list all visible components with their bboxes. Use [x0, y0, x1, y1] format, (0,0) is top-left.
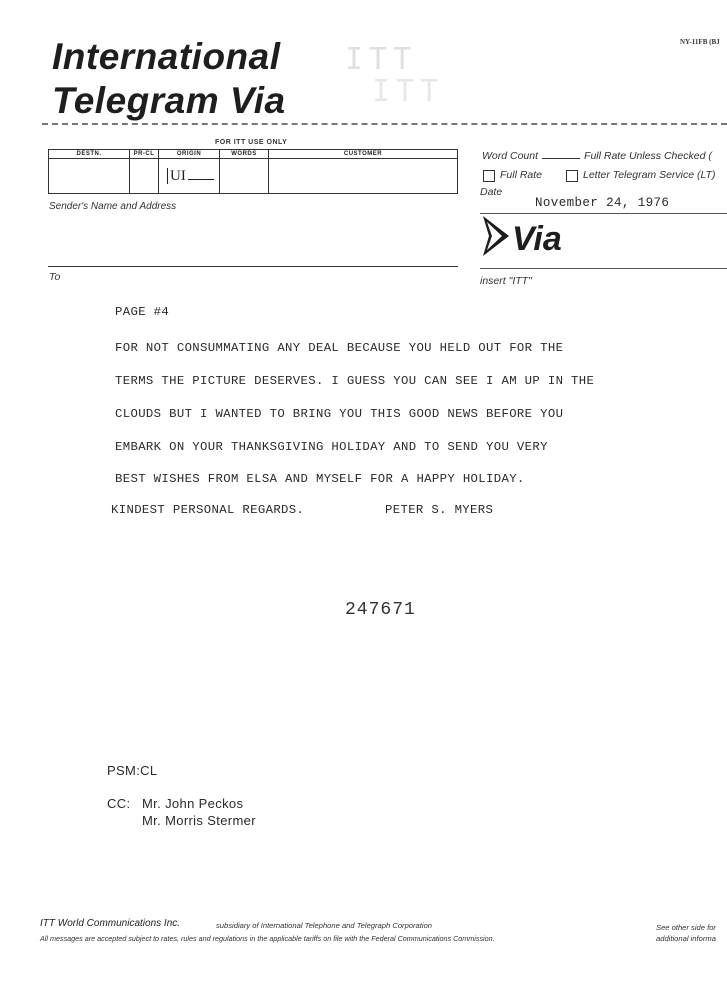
signature: PETER S. MYERS	[385, 503, 494, 517]
customer-cell	[269, 159, 458, 194]
via-arrow-icon	[481, 214, 511, 258]
ghost-itt-mark: ITT	[345, 42, 418, 77]
letter-telegram-checkbox[interactable]	[566, 170, 578, 182]
full-rate-unless-checked: Full Rate Unless Checked (	[584, 150, 712, 162]
ghost-itt-mark-lower: ITT	[372, 74, 445, 109]
via-mark: Via	[512, 220, 562, 258]
form-code: NY-11FB (BJ	[680, 38, 720, 46]
footer-additional-info: additional informa	[656, 934, 716, 943]
message-line-4: EMBARK ON YOUR THANKSGIVING HOLIDAY AND TO SEND YOU VERY	[115, 440, 548, 454]
form-title-line2: Telegram Via	[52, 80, 286, 121]
date-value: November 24, 1976	[535, 196, 670, 210]
col-origin: ORIGIN	[159, 150, 220, 159]
word-count-label	[482, 150, 712, 162]
office-use-table	[48, 149, 458, 194]
origin-value: UI	[167, 168, 186, 184]
message-line-2: TERMS THE PICTURE DESERVES. I GUESS YOU CAN SEE I AM UP IN THE	[115, 374, 595, 388]
words-cell	[220, 159, 269, 194]
insert-itt-note: insert "ITT"	[480, 275, 532, 287]
prcl-cell	[130, 159, 159, 194]
full-rate-checkbox[interactable]	[483, 170, 495, 182]
footer-terms: All messages are accepted subject to rates, rules and regulations in the applicable tariffs on file with the Federal Communications Commission.	[40, 934, 495, 943]
via-underline	[480, 268, 727, 269]
date-underline	[480, 213, 727, 214]
cc-recipient-2: Mr. Morris Stermer	[142, 813, 256, 828]
footer-subsidiary: subsidiary of International Telephone and Telegraph Corporation	[216, 921, 433, 930]
closing: KINDEST PERSONAL REGARDS.	[111, 503, 305, 517]
destn-cell	[49, 159, 130, 194]
word-count-text: Word Count	[482, 150, 539, 162]
col-destn: DESTN.	[49, 150, 130, 159]
footer-company: ITT World Communications Inc.	[40, 918, 181, 929]
form-title-line1: International	[52, 36, 281, 77]
col-customer: CUSTOMER	[269, 150, 458, 159]
message-line-5: BEST WISHES FROM ELSA AND MYSELF FOR A HAPPY HOLIDAY.	[115, 472, 525, 486]
initials: PSM:CL	[107, 763, 158, 778]
origin-cell	[159, 159, 220, 194]
date-label: Date	[480, 186, 503, 198]
full-rate-label: Full Rate	[500, 169, 543, 181]
col-prcl: PR-CL	[130, 150, 159, 159]
col-words: WORDS	[220, 150, 269, 159]
to-label: To	[49, 271, 61, 283]
cc-label: CC:	[107, 796, 131, 811]
word-count-blank	[542, 158, 580, 159]
message-line-1: FOR NOT CONSUMMATING ANY DEAL BECAUSE YOU HELD OUT FOR THE	[115, 341, 564, 355]
cc-recipient-1: Mr. John Peckos	[142, 796, 244, 811]
sender-label: Sender's Name and Address	[49, 201, 177, 212]
letter-telegram-label: Letter Telegram Service (LT)	[583, 169, 716, 181]
message-line-3: CLOUDS BUT I WANTED TO BRING YOU THIS GOOD NEWS BEFORE YOU	[115, 407, 564, 421]
origin-blank	[188, 179, 214, 180]
page-number: PAGE #4	[115, 305, 170, 319]
header-divider	[42, 123, 727, 125]
office-table-caption: FOR ITT USE ONLY	[215, 139, 288, 146]
to-rule	[48, 266, 458, 267]
footer-see-other-side: See other side for	[656, 923, 716, 932]
stamp-number: 247671	[345, 600, 416, 620]
